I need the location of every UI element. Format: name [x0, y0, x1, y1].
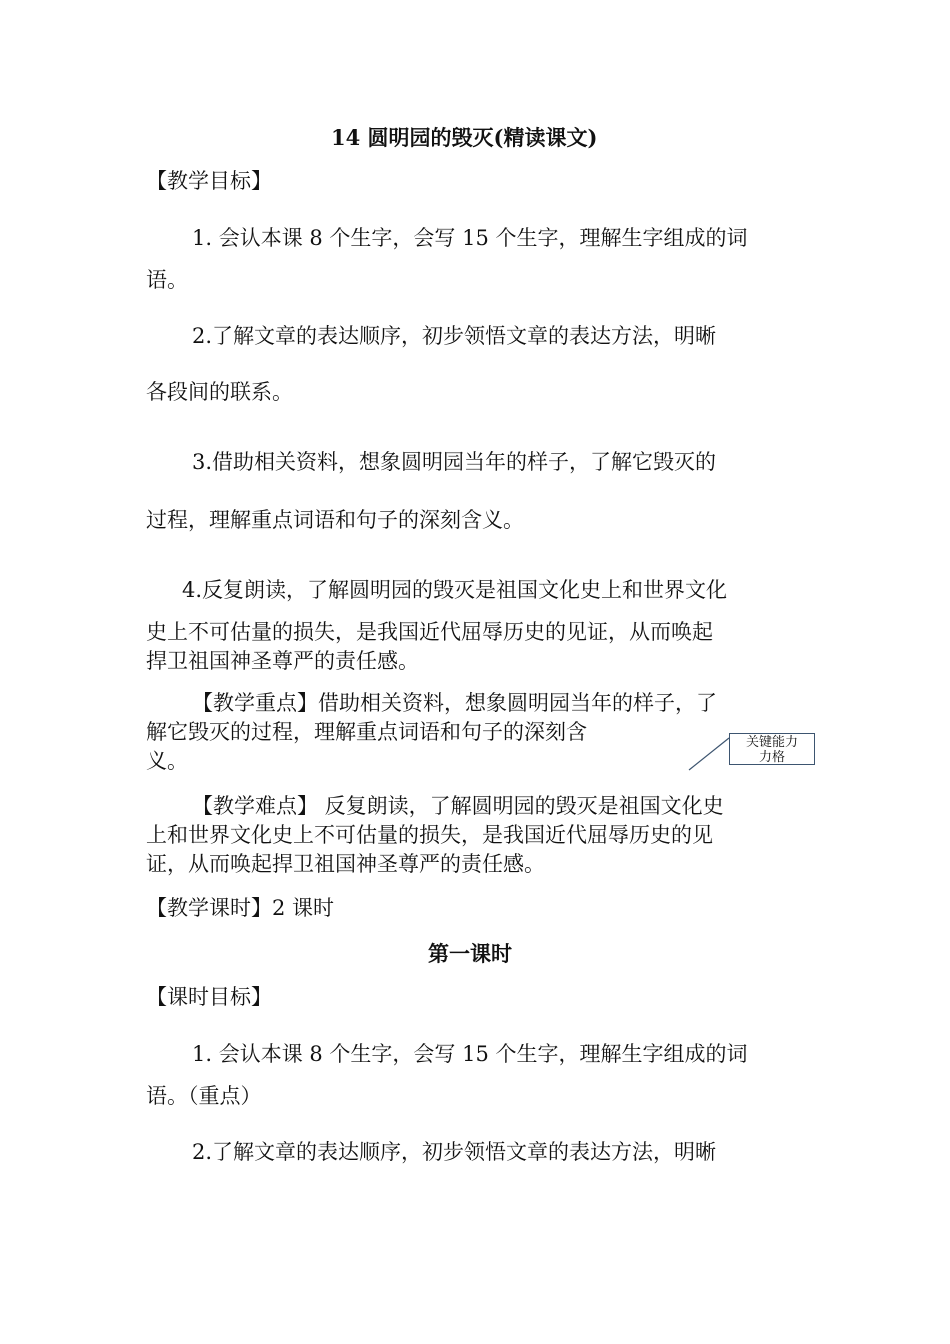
difficulty-line-1: 【教学难点】 反复朗读，了解圆明园的毁灭是祖国文化史 — [192, 794, 724, 818]
goals-heading: 【教学目标】 — [146, 169, 272, 193]
class-hours: 【教学课时】2 课时 — [146, 896, 335, 920]
goal-2-line-2: 各段间的联系。 — [146, 380, 293, 404]
key-point-line-2: 解它毁灭的过程，理解重点词语和句子的深刻含 — [146, 720, 587, 744]
key-point-line-1: 【教学重点】借助相关资料，想象圆明园当年的样子，了 — [192, 691, 717, 715]
goal-3-line-2: 过程，理解重点词语和句子的深刻含义。 — [146, 508, 524, 532]
key-point-line-3: 义。 — [146, 749, 188, 773]
callout-connector — [688, 737, 732, 771]
difficulty-line-3: 证，从而唤起捍卫祖国神圣尊严的责任感。 — [146, 852, 545, 876]
goal-4-line-1: 4.反复朗读，了解圆明园的毁灭是祖国文化史上和世界文化 — [182, 578, 728, 602]
lesson-goal-1-line-1: 1. 会认本课 8 个生字，会写 15 个生字，理解生字组成的词 — [192, 1042, 748, 1066]
doc-title: 14 圆明园的毁灭(精读课文) — [331, 125, 598, 150]
goal-2-line-1: 2.了解文章的表达顺序，初步领悟文章的表达方法，明晰 — [192, 324, 717, 348]
comment-callout — [729, 733, 815, 765]
difficulty-line-2: 上和世界文化史上不可估量的损失，是我国近代屈辱历史的见 — [146, 823, 713, 847]
callout-line-2: 力格 — [758, 750, 785, 765]
lesson-goal-2-line-1: 2.了解文章的表达顺序，初步领悟文章的表达方法，明晰 — [192, 1140, 717, 1164]
goal-1-line-2: 语。 — [146, 268, 188, 292]
lesson-goals-heading: 【课时目标】 — [146, 985, 272, 1009]
goal-4-line-2: 史上不可估量的损失，是我国近代屈辱历史的见证，从而唤起 — [146, 620, 713, 644]
goal-1-line-1: 1. 会认本课 8 个生字，会写 15 个生字，理解生字组成的词 — [192, 226, 748, 250]
lesson-goal-1-line-2: 语。（重点） — [146, 1084, 262, 1108]
lesson-1-heading: 第一课时 — [428, 941, 512, 966]
goal-3-line-1: 3.借助相关资料，想象圆明园当年的样子，了解它毁灭的 — [192, 450, 717, 474]
callout-line-1: 关键能力 — [745, 735, 798, 750]
goal-4-line-3: 捍卫祖国神圣尊严的责任感。 — [146, 649, 419, 673]
